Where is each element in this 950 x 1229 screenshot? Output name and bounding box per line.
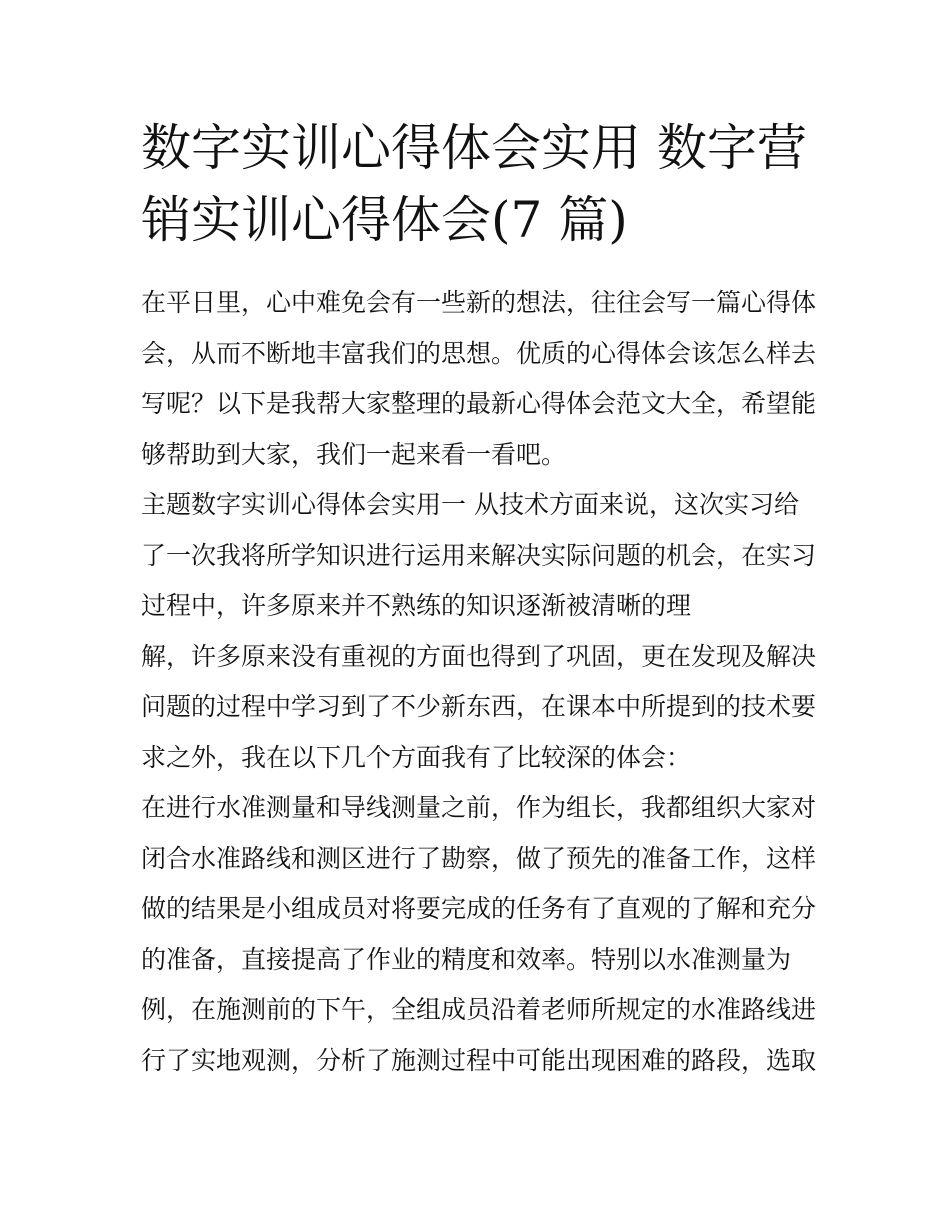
body-line-10: 求之外，我在以下几个方面我有了比较深的体会：	[141, 742, 692, 772]
document-title	[141, 112, 813, 256]
body-line-13: 做的结果是小组成员对将要完成的任务有了直观的了解和充分	[141, 894, 817, 923]
body-line-4: 够帮助到大家，我们一起来看一看吧。	[141, 439, 567, 469]
body-line-7: 过程中，许多原来并不熟练的知识逐渐被清晰的理	[141, 591, 692, 620]
body-line-15: 例，在施测前的下午，全组成员沿着老师所规定的水准路线进	[141, 995, 817, 1024]
title-line-2: 销实训心得体会(7 篇)	[141, 191, 628, 249]
body-line-11: 在进行水准测量和导线测量之前，作为组长，我都组织大家对	[141, 793, 817, 822]
body-line-6: 了一次我将所学知识进行运用来解决实际问题的机会，在实习	[141, 540, 817, 570]
body-line-14: 的准备，直接提高了作业的精度和效率。特别以水准测量为	[141, 944, 792, 974]
body-line-3: 写呢？以下是我帮大家整理的最新心得体会范文大全，希望能	[141, 389, 817, 418]
title-line-1: 数字实训心得体会实用 数字营	[141, 119, 807, 177]
body-line-8: 解，许多原来没有重视的方面也得到了巩固，更在发现及解决	[141, 641, 817, 671]
body-line-12: 闭合水准路线和测区进行了勘察，做了预先的准备工作，这样	[141, 843, 817, 873]
document-content	[141, 112, 817, 1086]
body-line-16: 行了实地观测，分析了施测过程中可能出现困难的路段，选取	[141, 1045, 817, 1075]
document-body	[141, 278, 817, 1086]
body-line-2: 会，从而不断地丰富我们的思想。优质的心得体会该怎么样去	[141, 338, 817, 368]
body-line-1: 在平日里，心中难免会有一些新的想法，往往会写一篇心得体	[141, 288, 817, 317]
body-line-5: 主题数字实训心得体会实用一 从技术方面来说，这次实习给	[141, 490, 799, 519]
body-line-9: 问题的过程中学习到了不少新东西，在课本中所提到的技术要	[141, 692, 817, 721]
